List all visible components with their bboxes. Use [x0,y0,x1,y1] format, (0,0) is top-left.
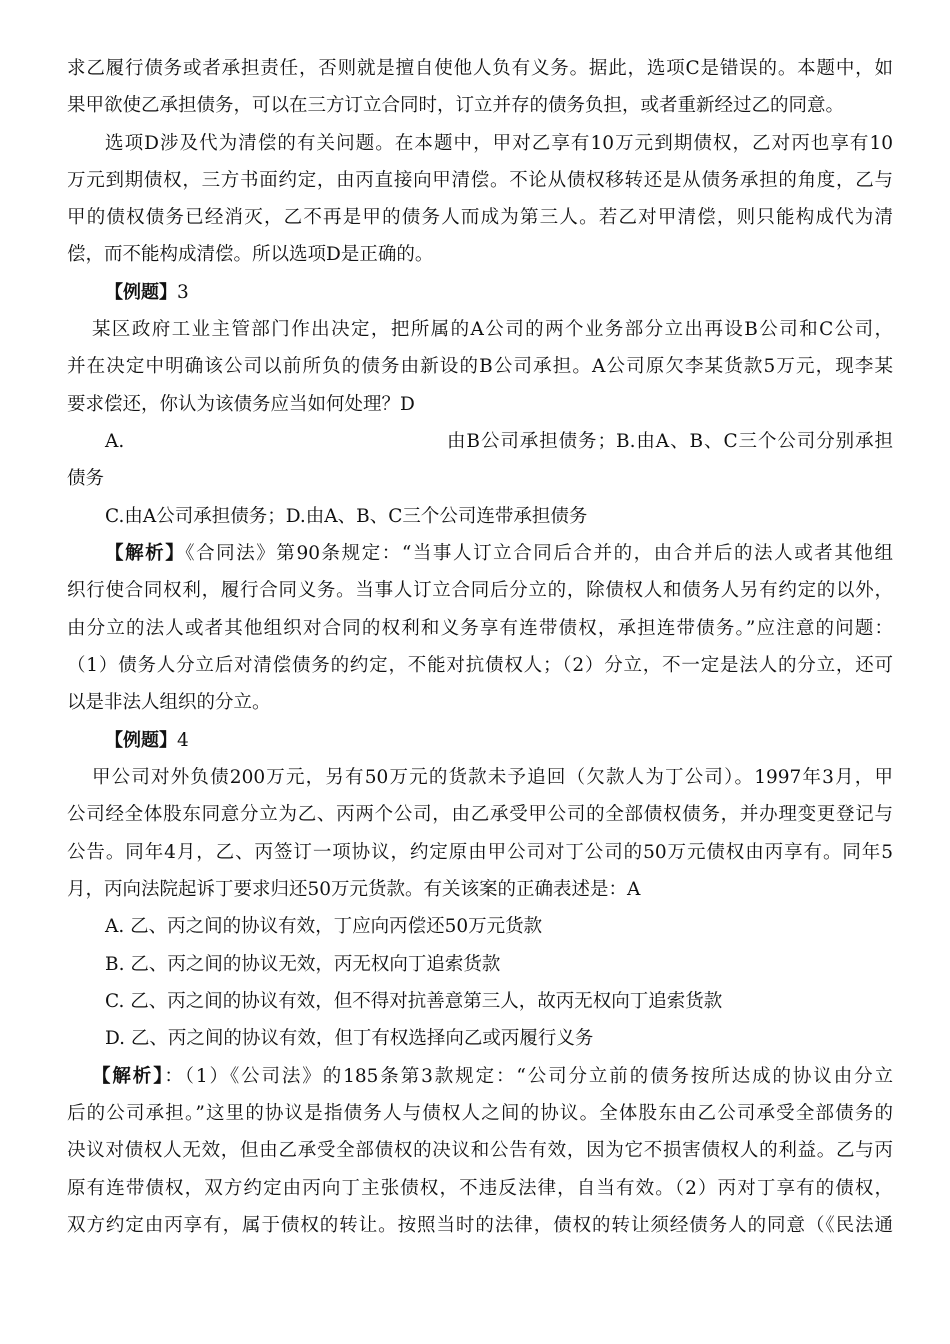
analysis-line: 决议对债权人无效，但由乙承受全部债权的决议和公告有效，因为它不损害债权人的利益。乙与丙 [67,1140,893,1161]
paragraph-line: 偿，而不能构成清偿。所以选项D是正确的。 [67,244,434,265]
analysis-line: 后的公司承担。”这里的协议是指债务人与债权人之间的协议。全体股东由乙公司承受全部债务的 [67,1103,893,1124]
analysis-line: 织行使合同权利，履行合同义务。当事人订立合同后分立的，除债权人和债务人另有约定的以外， [67,580,893,601]
example-heading [105,280,189,306]
option-cd: C.由A公司承担债务；D.由A、B、C三个公司连带承担债务 [105,506,588,527]
question-line: 月，丙向法院起诉丁要求归还50万元货款。有关该案的正确表述是：A [67,879,641,900]
option-a-continuation: 债务 [67,468,105,489]
example-label: 【例题】 [105,282,177,303]
example-number: 4 [177,730,189,751]
analysis-line: 双方约定由丙享有，属于债权的转让。按照当时的法律，债权的转让须经债务人的同意（《民法通 [67,1215,893,1236]
example-label: 【例题】 [105,730,177,751]
paragraph-line: 甲的债权债务已经消灭，乙不再是甲的债务人而成为第三人。若乙对甲清偿，则只能构成代为清 [67,207,893,228]
analysis-text: ：（1）《公司法》的185条第3款规定：“公司分立前的债务按所达成的协议由分立 [164,1066,893,1087]
analysis-line: 由分立的法人或者其他组织对合同的权利和义务享有连带债权，承担连带债务。”应注意的问题： [67,618,893,639]
question-line: 并在决定中明确该公司以前所负的债务由新设的B公司承担。A公司原欠李某货款5万元，现李某 [67,356,893,377]
paragraph-line: 求乙履行债务或者承担责任，否则就是擅自使他人负有义务。据此，选项C是错误的。本题中，如 [67,58,893,79]
analysis-text: 《合同法》第90条规定：“当事人订立合同后合并的，由合并后的法人或者其他组 [185,543,893,564]
option-b: B. 乙、丙之间的协议无效，丙无权向丁追索货款 [105,954,501,975]
question-line: 公告。同年4月，乙、丙签订一项协议，约定原由甲公司对丁公司的50万元债权由丙享有。同年5 [67,842,893,863]
option-a: A. 乙、丙之间的协议有效，丁应向丙偿还50万元货款 [105,916,543,937]
analysis-line: 原有连带债权，双方约定由丙向丁主张债权，不违反法律，自当有效。（2）丙对丁享有的债权， [67,1178,893,1199]
analysis-line: 以是非法人组织的分立。 [67,692,271,713]
example-number: 3 [177,282,189,303]
option-a-text: 由B公司承担债务；B.由A、B、C三个公司分别承担 [447,431,893,452]
analysis-line: （1）债务人分立后对清偿债务的约定，不能对抗债权人；（2）分立，不一定是法人的分立，还可 [67,655,893,676]
paragraph-line: 万元到期债权，三方书面约定，由丙直接向甲清偿。不论从债权移转还是从债务承担的角度，乙与 [67,170,893,191]
analysis-line [105,541,893,567]
analysis-label: 【解析】 [92,1066,165,1087]
question-line: 甲公司对外负债200万元，另有50万元的货款未予追回（欠款人为丁公司）。1997年3月，甲 [92,767,893,788]
paragraph-line: 选项D涉及代为清偿的有关问题。在本题中，甲对乙享有10万元到期债权，乙对丙也享有10 [105,133,893,154]
question-line: 某区政府工业主管部门作出决定，把所属的A公司的两个业务部分立出再设B公司和C公司， [92,319,893,340]
option-d: D. 乙、丙之间的协议有效，但丁有权选择向乙或丙履行义务 [105,1028,594,1049]
option-c: C. 乙、丙之间的协议有效，但不得对抗善意第三人，故丙无权向丁追索货款 [105,991,723,1012]
option-a-label: A. [105,431,125,452]
analysis-line [92,1064,893,1090]
question-line: 要求偿还，你认为该债务应当如何处理？D [67,394,415,415]
analysis-label: 【解析】 [105,543,186,564]
example-heading [105,728,189,754]
paragraph-line: 果甲欲使乙承担债务，可以在三方订立合同时，订立并存的债务负担，或者重新经过乙的同意。 [67,95,845,116]
question-line: 公司经全体股东同意分立为乙、丙两个公司，由乙承受甲公司的全部债权债务，并办理变更登记与 [67,804,893,825]
